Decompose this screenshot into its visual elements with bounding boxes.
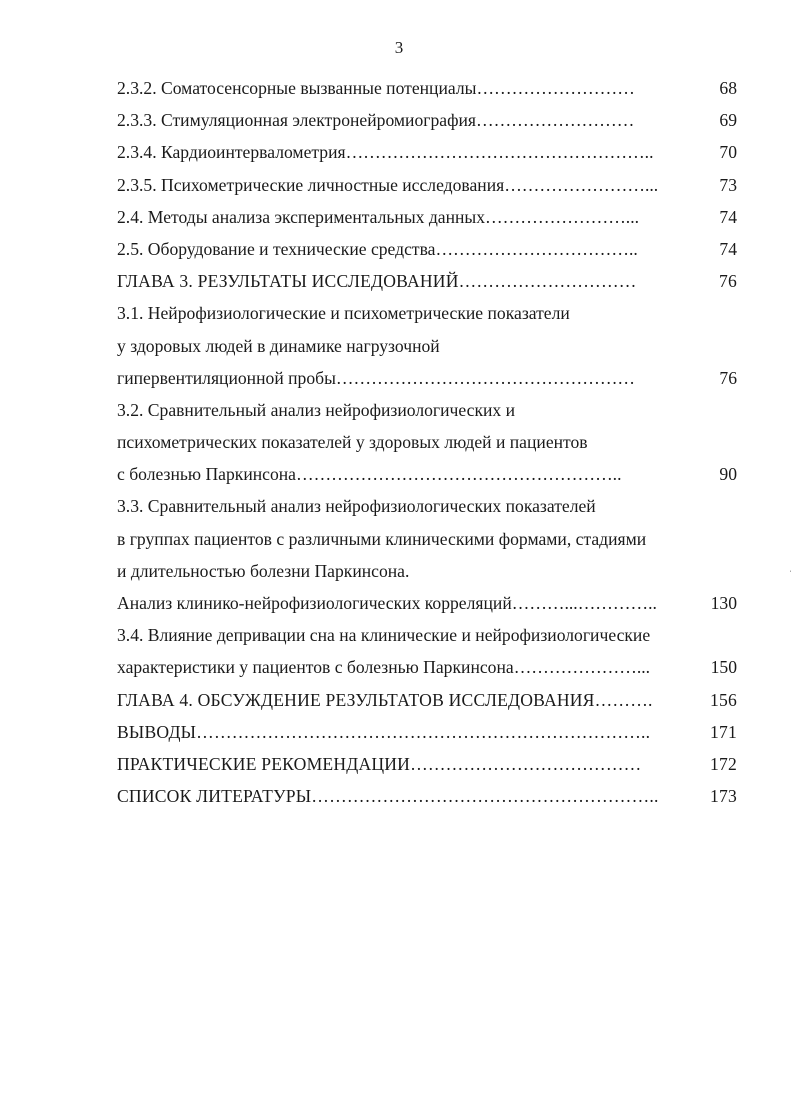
toc-entry-page: 70	[719, 142, 737, 163]
toc-entry-text: ВЫВОДЫ…………………………………………………………………..	[117, 721, 651, 742]
toc-entry-text: психометрических показателей у здоровых людей и пациентов	[117, 432, 588, 453]
toc-entry	[117, 169, 737, 201]
toc-entry	[117, 587, 737, 619]
toc-entry-text: 2.3.3. Стимуляционная электронейромиография………………………	[117, 110, 635, 131]
toc-chapter-entry	[117, 684, 737, 716]
toc-entry	[117, 490, 737, 522]
toc-entry-text: СПИСОК ЛИТЕРАТУРЫ…………………………………………………..	[117, 786, 659, 807]
toc-entry-text: ГЛАВА 4. ОБСУЖДЕНИЕ РЕЗУЛЬТАТОВ ИССЛЕДОВАНИЯ……….	[117, 689, 653, 710]
toc-entry-text: характеристики у пациентов с болезнью Паркинсона…………………...	[117, 657, 651, 678]
toc-entry-page: 68	[719, 78, 737, 98]
toc-entry-page: 150	[710, 657, 737, 678]
toc-entry-page: 74	[719, 206, 737, 227]
toc-entry-text: Анализ клинико-нейрофизиологических корреляций………...…………..	[117, 593, 657, 613]
scan-speck: ˌ	[789, 562, 792, 572]
toc-entry-page: 173	[710, 786, 737, 807]
toc-entry-page: 74	[719, 238, 737, 259]
toc-entry-text: ГЛАВА 3. РЕЗУЛЬТАТЫ ИССЛЕДОВАНИЙ…………………………	[117, 271, 637, 292]
toc-entry	[117, 136, 737, 168]
toc-entry	[117, 201, 737, 233]
toc-entry-page: 130	[710, 593, 737, 613]
toc-entry	[117, 72, 737, 104]
toc-entry-page: 90	[719, 464, 737, 485]
toc-entry-text: 2.3.4. Кардиоинтервалометрия……………………………………………..	[117, 142, 654, 163]
toc-entry-continuation	[117, 555, 737, 587]
toc-entry-text: и длительностью болезни Паркинсона.	[117, 560, 410, 581]
toc-entry	[117, 297, 737, 329]
toc-entry-text: гипервентиляционной пробы……………………………………………	[117, 367, 636, 388]
toc-entry-page: 73	[719, 174, 737, 195]
toc-entry-text: 2.5. Оборудование и технические средства……………………………..	[117, 238, 638, 259]
table-of-contents	[117, 72, 737, 812]
toc-entry-text: ПРАКТИЧЕСКИЕ РЕКОМЕНДАЦИИ…………………………………	[117, 753, 642, 774]
toc-entry	[117, 104, 737, 136]
toc-chapter-entry	[117, 265, 737, 297]
toc-entry-text: 3.3. Сравнительный анализ нейрофизиологических показателей	[117, 496, 596, 517]
toc-entry-page: 69	[719, 110, 737, 131]
toc-entry	[117, 394, 737, 426]
toc-entry	[117, 619, 737, 651]
toc-entry-text: 2.3.2. Соматосенсорные вызванные потенциалы………………………	[117, 78, 635, 98]
toc-entry-text: с болезнью Паркинсона………………………………………………..	[117, 464, 622, 485]
toc-entry-continuation	[117, 458, 737, 490]
toc-chapter-entry	[117, 716, 737, 748]
toc-chapter-entry	[117, 748, 737, 780]
toc-entry-continuation	[117, 330, 737, 362]
toc-entry-page: 76	[719, 271, 737, 292]
toc-entry-text: 2.4. Методы анализа экспериментальных данных……………………...	[117, 206, 639, 227]
toc-entry-text: в группах пациентов с различными клиническими формами, стадиями	[117, 528, 647, 549]
toc-entry-page: 171	[710, 721, 737, 742]
toc-entry-continuation	[117, 362, 737, 394]
toc-entry-continuation	[117, 426, 737, 458]
page-number: 3	[394, 38, 404, 57]
toc-chapter-entry	[117, 780, 737, 812]
toc-entry-text: 3.4. Влияние депривации сна на клинические и нейрофизиологические	[117, 625, 651, 646]
toc-entry-continuation	[117, 651, 737, 683]
toc-entry-text: 2.3.5. Психометрические личностные исследования……………………...	[117, 174, 659, 195]
toc-entry-continuation	[117, 523, 737, 555]
toc-entry-page: 172	[710, 753, 737, 774]
toc-entry-page: 76	[719, 367, 737, 388]
toc-entry-text: 3.1. Нейрофизиологические и психометрические показатели	[117, 303, 570, 324]
toc-entry-text: 3.2. Сравнительный анализ нейрофизиологических и	[117, 399, 516, 420]
toc-entry	[117, 233, 737, 265]
toc-entry-page: 156	[710, 689, 737, 710]
toc-entry-text: у здоровых людей в динамике нагрузочной	[117, 335, 440, 356]
